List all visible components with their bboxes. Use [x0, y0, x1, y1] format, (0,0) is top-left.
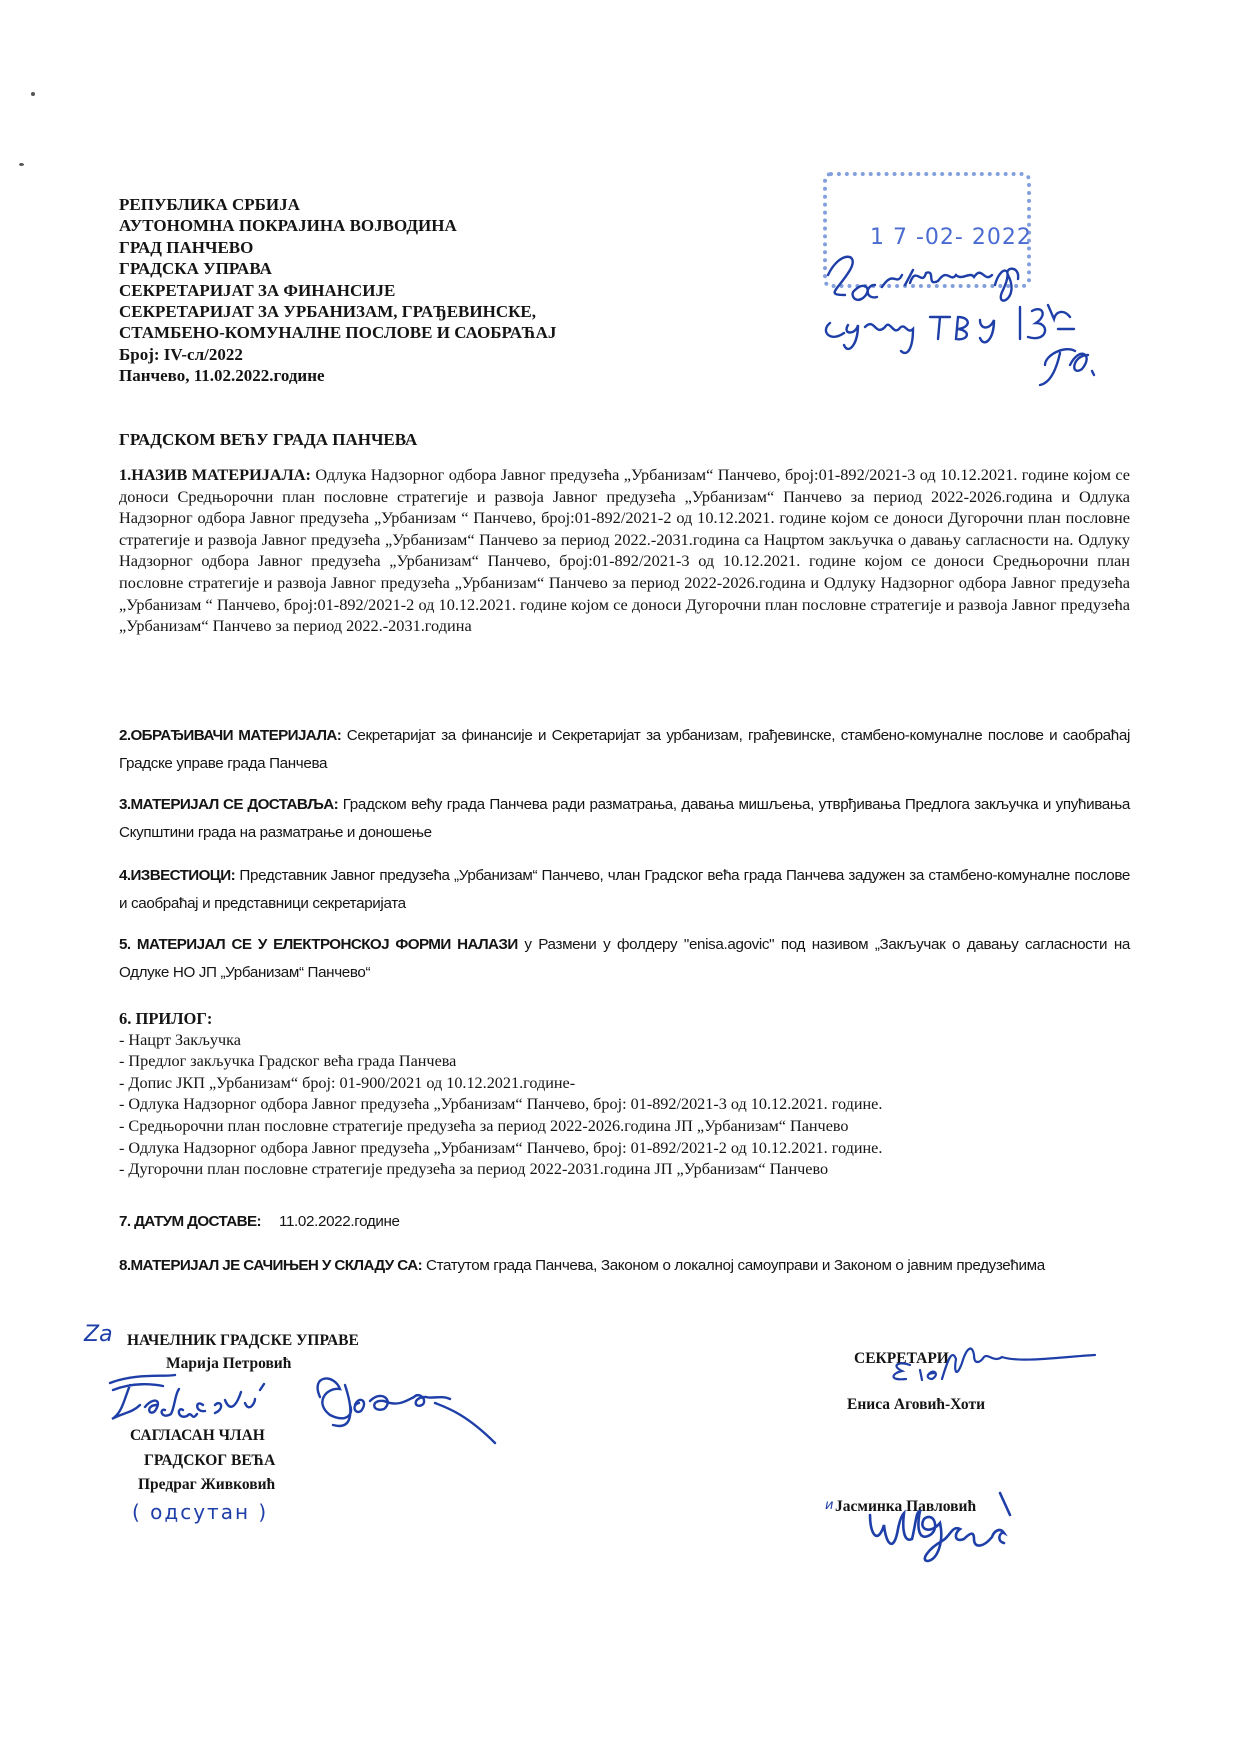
- section-delivery-date: [119, 1208, 1130, 1236]
- section-electronic-form: [119, 931, 1130, 987]
- handwritten-signature-agovic: [880, 1345, 1100, 1390]
- council-title-line2: ГРАДСКОГ ВЕЋА: [144, 1452, 276, 1469]
- header-line: АУТОНОМНА ПОКРАЈИНА ВОЈВОДИНА: [119, 216, 457, 236]
- signatory-title-head: НАЧЕЛНИК ГРАДСКЕ УПРАВЕ: [127, 1332, 359, 1349]
- section-label: 2.ОБРАЂИВАЧИ МАТЕРИЈАЛА:: [119, 727, 342, 744]
- section-label: 5. МАТЕРИЈАЛ СЕ У ЕЛЕКТРОНСКОЈ ФОРМИ НАЛАЗИ: [119, 936, 518, 953]
- delivery-date-value: 11.02.2022.године: [278, 1213, 400, 1230]
- section-text: Представник Јавног предузећа „Урбанизам“ Панчево, члан Градског већа града Панчева задужен за стамбено-комуналне послове и саобраћај и представници секретаријата: [119, 867, 1130, 912]
- scan-speck: [31, 92, 35, 96]
- section-material-title: [119, 464, 1130, 637]
- handwritten-stamp-note: [820, 245, 1120, 395]
- handwritten-za: Za: [84, 1322, 113, 1347]
- header-line: СЕКРЕТАРИЈАТ ЗА ФИНАНСИЈЕ: [119, 280, 396, 300]
- secretary-name-2: Јасминка Павловић: [835, 1498, 977, 1515]
- section-text: Секретаријат за финансије и Секретаријат за урбанизам, грађевинске, стамбено-комуналне послове и саобраћај Градске управе града Панчева: [119, 727, 1130, 772]
- handwritten-prefix: и: [825, 1498, 834, 1513]
- section-text: Одлука Надзорног одбора Јавног предузећа „Урбанизам“ Панчево, број:01-892/2021-3 од 10.12.2021. године којом се доноси Средњорочни план пословне стратегије и развоја Јавног предузећа „Урбанизам“ Панчево за период 2022-2026.година и Одлука Надзорног одбора Јавног предузећа „Урбанизам “ Панчево, број:01-892/2021-2 од 10.12.2021. године којом се доноси Дугорочни план пословне стратегије и развоја Јавног предузећа „Урбанизам“ Панчево за период 2022.-2031.година са Нацртом закључка о давању сагласности на. Одлуку Надзорног одбора Јавног предузећа „Урбанизам“ Панчево, број:01-892/2021-3 од 10.12.2021. године којом се доноси Средњорочни план пословне стратегије и развоја Јавног предузећа „Урбанизам“ Панчево за период 2022-2026.година и Одлуку Надзорног одбора Јавног предузећа „Урбанизам “ Панчево, број:01-892/2021-2 од 10.12.2021. године којом се доноси Дугорочни план пословне стратегије и развоја Јавног предузећа „Урбанизам“ Панчево за период 2022.-2031.година: [119, 465, 1130, 636]
- section-label: 3.МАТЕРИЈАЛ СЕ ДОСТАВЉА:: [119, 796, 339, 813]
- addressee: ГРАДСКОМ ВЕЋУ ГРАДА ПАНЧЕВА: [119, 430, 418, 449]
- header-line: ГРАДСКА УПРАВА: [119, 259, 272, 279]
- secretary-name-1: Ениса Аговић-Хоти: [847, 1396, 985, 1413]
- section-label: 8.МАТЕРИЈАЛ ЈЕ САЧИЊЕН У СКЛАДУ СА:: [119, 1257, 423, 1274]
- attachment-item: - Одлука Надзорног одбора Јавног предузећа „Урбанизам“ Панчево, број: 01-892/2021-2 од 10.12.2021. године.: [119, 1138, 883, 1157]
- section-text: Статутом града Панчева, Законом о локалној самоуправи и Законом о јавним предузећима: [422, 1257, 1045, 1274]
- attachments-title: 6. ПРИЛОГ:: [119, 1009, 213, 1028]
- handwritten-signature-pavlovic: [860, 1485, 1060, 1565]
- header-line: СЕКРЕТАРИЈАТ ЗА УРБАНИЗАМ, ГРАЂЕВИНСКЕ,: [119, 302, 537, 322]
- section-delivery: [119, 791, 1130, 847]
- section-label: 7. ДАТУМ ДОСТАВЕ:: [119, 1213, 261, 1230]
- header-line: СТАМБЕНО-КОМУНАЛНЕ ПОСЛОВЕ И САОБРАЋАЈ: [119, 323, 557, 343]
- council-title-line1: САГЛАСАН ЧЛАН: [130, 1427, 265, 1444]
- scan-speck: [19, 163, 24, 166]
- attachment-item: - Допис ЈКП „Урбанизам“ број: 01-900/2021 од 10.12.2021.године-: [119, 1073, 576, 1092]
- document-number: Број: IV-сл/2022: [119, 344, 243, 364]
- signatory-name-head: Марија Петровић: [166, 1355, 292, 1372]
- section-compliance: [119, 1252, 1130, 1280]
- attachment-item: - Нацрт Закључка: [119, 1030, 241, 1049]
- council-member-name: Предраг Живковић: [138, 1476, 276, 1493]
- section-label: 4.ИЗВЕСТИОЦИ:: [119, 867, 236, 884]
- secretaries-title: СЕКРЕТАРИ: [854, 1350, 949, 1367]
- attachment-item: - Предлог закључка Градског већа града Панчева: [119, 1052, 457, 1071]
- section-rapporteurs: [119, 862, 1130, 918]
- section-text: Градском већу града Панчева ради разматрања, давања мишљења, утврђивања Предлога закључка и упућивања Скупштини града на разматрање и доношење: [119, 796, 1130, 841]
- attachment-item: - Средњорочни план пословне стратегије предузећа за период 2022-2026.година ЈП „Урбанизам“ Панчево: [119, 1116, 849, 1135]
- document-date: Панчево, 11.02.2022.године: [119, 366, 325, 386]
- handwritten-absent-note: ( одсутан ): [132, 1500, 269, 1524]
- document-header: [119, 194, 556, 387]
- section-text: у Размени у фолдеру "enisa.agovic" под називом „Закључак о давању сагласности на Одлуке НО ЈП „Урбанизам“ Панчево“: [119, 936, 1130, 981]
- attachment-item: - Дугорочни план пословне стратегије предузећа за период 2022-2031.година ЈП „Урбанизам“ Панчево: [119, 1160, 829, 1179]
- stamp-date: 1 7 -02- 2022: [870, 225, 1032, 250]
- header-line: РЕПУБЛИКА СРБИЈА: [119, 195, 300, 214]
- section-label: 1.НАЗИВ МАТЕРИЈАЛА:: [119, 465, 311, 484]
- section-processors: [119, 722, 1130, 778]
- attachment-item: - Одлука Надзорног одбора Јавног предузећа „Урбанизам“ Панчево, број: 01-892/2021-3 од 10.12.2021. године.: [119, 1095, 883, 1114]
- attachments-list: [119, 1008, 882, 1181]
- header-line: ГРАД ПАНЧЕВО: [119, 237, 254, 257]
